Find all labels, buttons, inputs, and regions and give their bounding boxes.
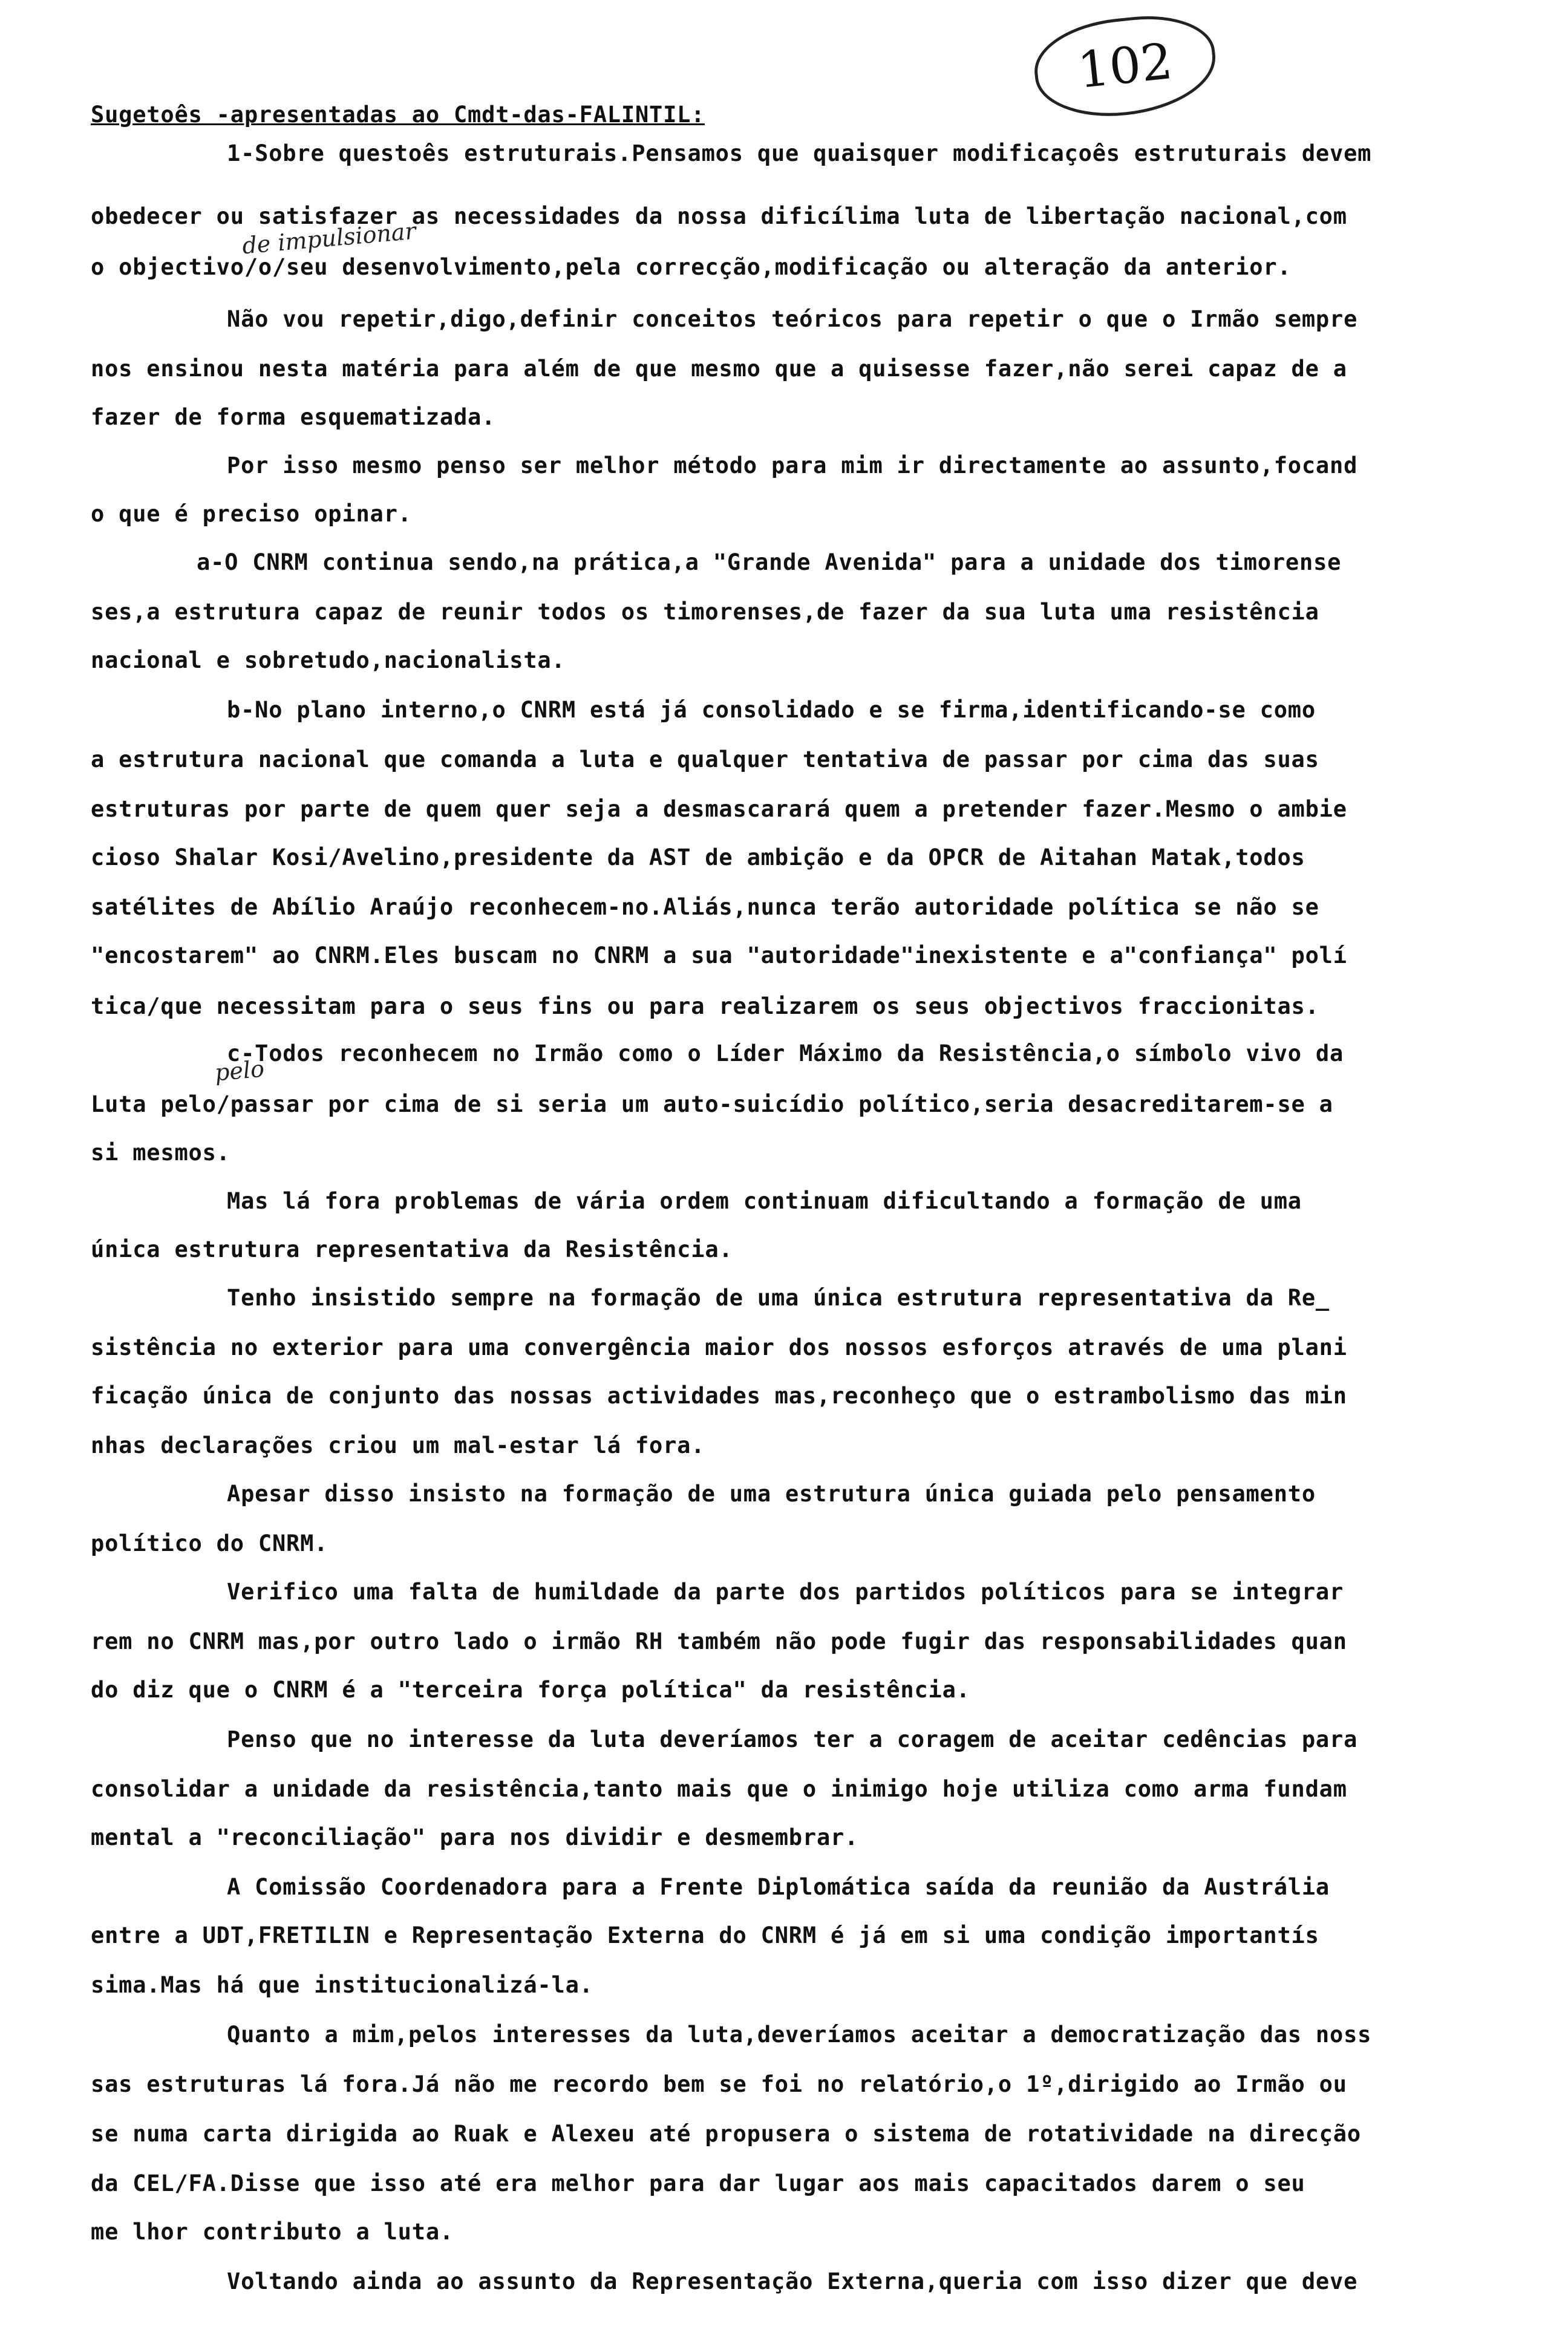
text-line: Penso que no interesse da luta deveríamos ter a coragem de aceitar cedências para <box>227 1726 1358 1752</box>
text-line: nos ensinou nesta matéria para além de que mesmo que a quisesse fazer,não serei capaz de a <box>91 356 1347 382</box>
text-line: sas estruturas lá fora.Já não me recordo bem se foi no relatório,o 1º,dirigido ao Irmão ou <box>91 2071 1347 2097</box>
text-line: Quanto a mim,pelos interesses da luta,deveríamos aceitar a democratização das noss <box>227 2022 1372 2048</box>
page-number-circle: 102 <box>1030 9 1220 124</box>
text-line: rem no CNRM mas,por outro lado o irmão RH também não pode fugir das responsabilidades quan <box>91 1628 1347 1654</box>
text-line: cioso Shalar Kosi/Avelino,presidente da AST de ambição e da OPCR de Aitahan Matak,todos <box>91 844 1305 870</box>
text-line: me lhor contributo a luta. <box>91 2219 454 2245</box>
text-line: se numa carta dirigida ao Ruak e Alexeu até propusera o sistema de rotatividade na direcção <box>91 2121 1361 2147</box>
text-line: Por isso mesmo penso ser melhor método para mim ir directamente ao assunto,focand <box>227 452 1358 478</box>
text-line: Apesar disso insisto na formação de uma estrutura única guiada pelo pensamento <box>227 1481 1316 1507</box>
text-line: Não vou repetir,digo,definir conceitos teóricos para repetir o que o Irmão sempre <box>227 306 1358 332</box>
text-line: A Comissão Coordenadora para a Frente Diplomática saída da reunião da Austrália <box>227 1874 1330 1900</box>
text-line: sima.Mas há que institucionalizá-la. <box>91 1972 593 1998</box>
text-line: c-Todos reconhecem no Irmão como o Líder Máximo da Resistência,o símbolo vivo da <box>227 1040 1344 1066</box>
text-line: Voltando ainda ao assunto da Representação Externa,queria com isso dizer que deve <box>227 2268 1358 2294</box>
text-line: da CEL/FA.Disse que isso até era melhor para dar lugar aos mais capacitados darem o seu <box>91 2170 1305 2196</box>
text-line: político do CNRM. <box>91 1530 328 1556</box>
text-line: b-No plano interno,o CNRM está já consolidado e se firma,identificando-se como <box>227 697 1316 723</box>
text-line: ficação única de conjunto das nossas actividades mas,reconheço que o estrambolismo das min <box>91 1383 1347 1409</box>
text-line: satélites de Abílio Araújo reconhecem-no.Aliás,nunca terão autoridade política se não se <box>91 894 1319 920</box>
text-line: 1-Sobre questoês estruturais.Pensamos que quaisquer modificaçoês estruturais devem <box>227 140 1372 166</box>
text-line: a-O CNRM continua sendo,na prática,a "Grande Avenida" para a unidade dos timorense <box>197 549 1342 575</box>
text-line: do diz que o CNRM é a "terceira força política" da resistência. <box>91 1677 970 1703</box>
text-line: o objectivo/o/seu desenvolvimento,pela correcção,modificação ou alteração da anterior. <box>91 254 1292 280</box>
text-line: única estrutura representativa da Resistência. <box>91 1236 733 1262</box>
text-line: Mas lá fora problemas de vária ordem continuam dificultando a formação de uma <box>227 1188 1302 1214</box>
text-line: Luta pelo/passar por cima de si seria um auto-suicídio político,seria desacreditarem-se a <box>91 1091 1333 1117</box>
text-line: fazer de forma esquematizada. <box>91 404 496 430</box>
handwritten-correction-pelo: pelo <box>214 1055 266 1086</box>
text-line: consolidar a unidade da resistência,tanto mais que o inimigo hoje utiliza como arma fundam <box>91 1776 1347 1802</box>
text-line: a estrutura nacional que comanda a luta e qualquer tentativa de passar por cima das suas <box>91 746 1319 772</box>
text-line: nacional e sobretudo,nacionalista. <box>91 647 566 673</box>
text-line: si mesmos. <box>91 1140 230 1166</box>
text-line: Tenho insistido sempre na formação de uma única estrutura representativa da Re_ <box>227 1285 1330 1311</box>
text-line: entre a UDT,FRETILIN e Representação Externa do CNRM é já em si uma condição importantís <box>91 1922 1319 1948</box>
text-line: o que é preciso opinar. <box>91 501 412 527</box>
text-line: nhas declarações criou um mal-estar lá fora. <box>91 1432 705 1458</box>
text-line: sistência no exterior para uma convergência maior dos nossos esforços através de uma plani <box>91 1334 1347 1360</box>
text-line: mental a "reconciliação" para nos dividir e desmembrar. <box>91 1824 859 1850</box>
text-line: ses,a estrutura capaz de reunir todos os timorenses,de fazer da sua luta uma resistência <box>91 599 1319 625</box>
text-line: "encostarem" ao CNRM.Eles buscam no CNRM a sua "autoridade"inexistente e a"confiança" polí <box>91 942 1347 968</box>
document-heading: Sugetoês -apresentadas ao Cmdt-das-FALINTIL: <box>91 102 705 128</box>
handwritten-correction-impulsionar: de impulsionar <box>241 217 417 260</box>
text-line: Verifico uma falta de humildade da parte dos partidos políticos para se integrar <box>227 1579 1344 1605</box>
text-line: estruturas por parte de quem quer seja a desmascarará quem a pretender fazer.Mesmo o ambie <box>91 796 1347 822</box>
text-line: tica/que necessitam para o seus fins ou para realizarem os seus objectivos fraccionitas. <box>91 993 1319 1019</box>
text-line: obedecer ou satisfazer as necessidades da nossa dificílima luta de libertação nacional,com <box>91 203 1347 229</box>
